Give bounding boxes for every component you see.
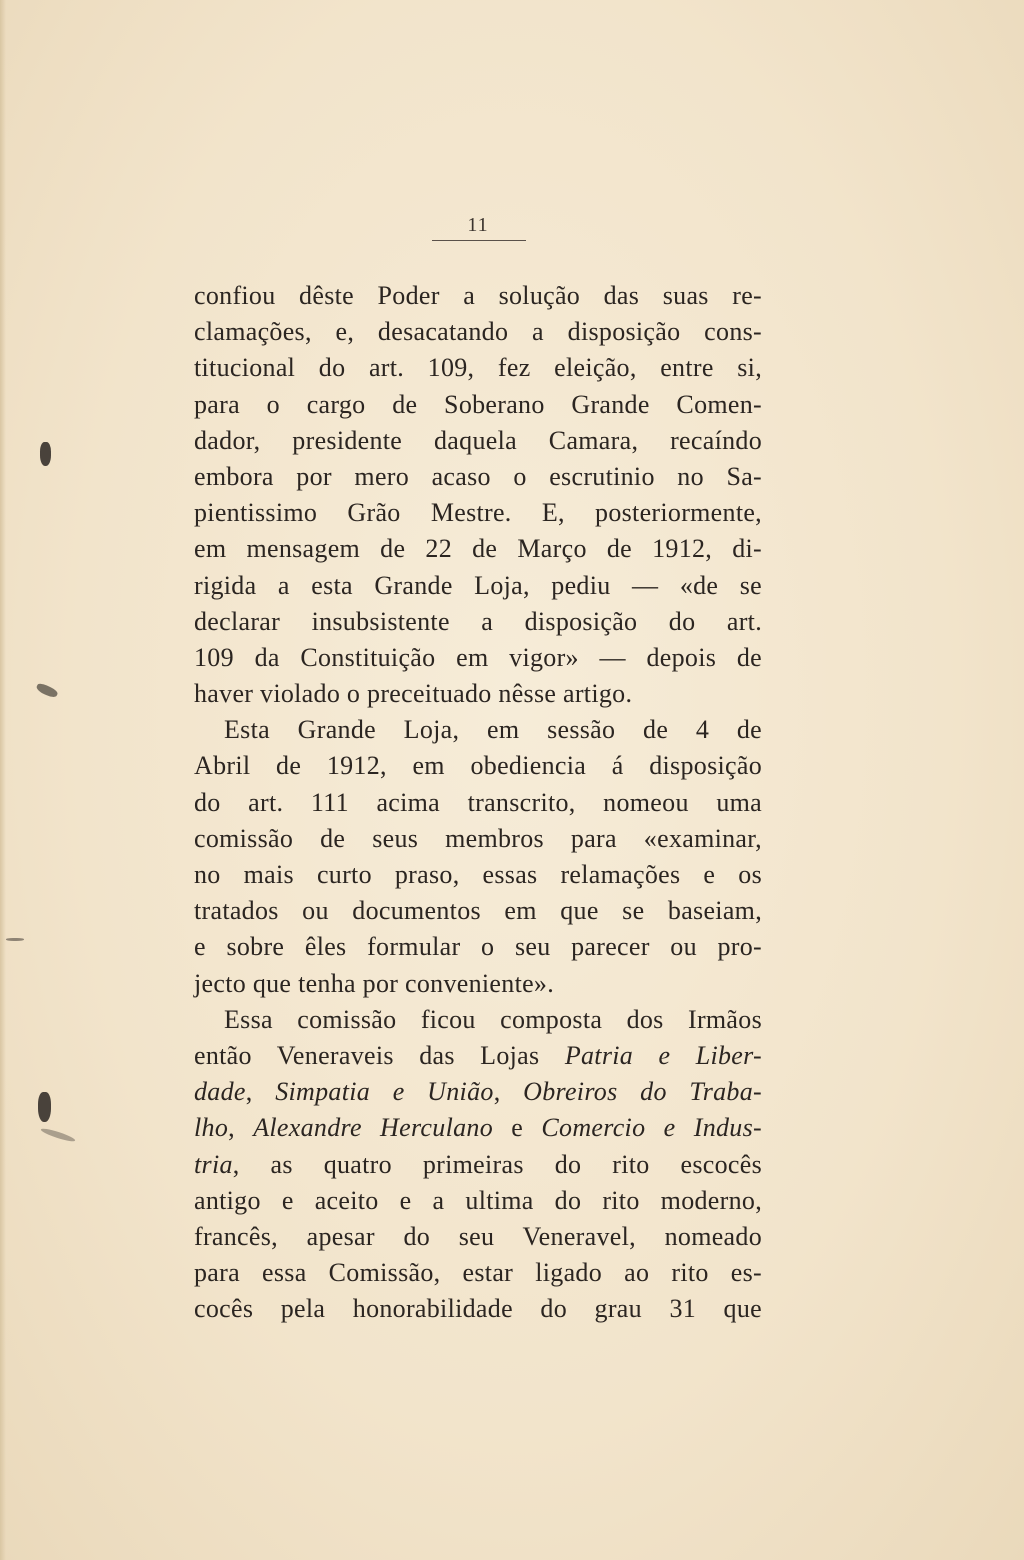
text-line: cocês pela honorabilidade do grau 31 que	[194, 1294, 762, 1324]
body-text	[194, 278, 762, 1327]
lodge-name: Patria e Liber-	[564, 1040, 762, 1070]
text-line: dador, presidente daquela Camara, recaíndo	[194, 425, 762, 455]
text-run: então Veneraveis das Lojas	[194, 1040, 565, 1070]
text-line: para essa Comissão, estar ligado ao rito es-	[194, 1258, 762, 1288]
text-line: Esta Grande Loja, em sessão de 4 de	[224, 715, 762, 745]
text-line: antigo e aceito e a ultima do rito moderno,	[194, 1185, 762, 1215]
text-line: para o cargo de Soberano Grande Comen-	[194, 389, 762, 419]
text-line: haver violado o preceituado nêsse artigo.	[194, 679, 633, 709]
lodge-name: Simpatia e União	[275, 1077, 494, 1107]
text-line: titucional do art. 109, fez eleição, entre si,	[194, 353, 762, 383]
text-line	[194, 1074, 762, 1110]
text-run: ,	[245, 1077, 276, 1107]
text-line: jecto que tenha por conveniente».	[194, 968, 555, 998]
text-line: confiou dêste Poder a solução das suas re-	[194, 281, 762, 310]
text-line: 109 da Constituição em vigor» — depois de	[194, 642, 762, 672]
text-line: clamações, e, desacatando a disposição cons-	[194, 317, 762, 347]
margin-ink-stain	[6, 938, 24, 941]
text-line	[194, 1147, 762, 1183]
margin-ink-stain	[40, 442, 51, 466]
text-line	[194, 1038, 762, 1074]
text-line: embora por mero acaso o escrutinio no Sa-	[194, 461, 762, 491]
margin-ink-stain	[38, 1092, 51, 1122]
text-line: Essa comissão ficou composta dos Irmãos	[224, 1004, 762, 1034]
text-line: comissão de seus membros para «examinar,	[194, 823, 762, 853]
lodge-name: Comercio e Indus-	[541, 1113, 762, 1143]
text-line: no mais curto praso, essas relamações e os	[194, 860, 762, 889]
lodge-name: tria	[194, 1149, 233, 1179]
page-number-rule	[432, 240, 526, 241]
text-run: ,	[493, 1077, 524, 1107]
text-run: , as quatro primeiras do rito escocês	[232, 1149, 762, 1179]
page-edge-shadow	[0, 0, 6, 1560]
text-line: francês, apesar do seu Veneravel, nomeado	[194, 1221, 762, 1251]
text-run: ,	[228, 1113, 254, 1143]
text-line: declarar insubsistente a disposição do art.	[194, 606, 762, 636]
lodge-name: Alexandre Herculano	[253, 1113, 493, 1143]
lodge-name: lho	[194, 1113, 229, 1143]
text-run: e	[493, 1113, 542, 1143]
text-line: do art. 111 acima transcrito, nomeou uma	[194, 787, 762, 817]
text-line: tratados ou documentos em que se baseiam,	[194, 896, 762, 926]
text-line: em mensagem de 22 de Março de 1912, di-	[194, 534, 762, 564]
margin-ink-stain	[40, 1127, 76, 1144]
text-line: Abril de 1912, em obediencia á disposição	[194, 751, 762, 781]
text-line	[194, 1110, 762, 1146]
lodge-name: dade	[194, 1077, 246, 1107]
text-line: rigida a esta Grande Loja, pediu — «de se	[194, 570, 762, 600]
margin-ink-stain	[35, 682, 59, 699]
text-line: e sobre êles formular o seu parecer ou pro-	[194, 932, 762, 962]
lodge-name: Obreiros do Traba-	[523, 1077, 762, 1107]
page-number: 11	[467, 214, 489, 236]
text-line: pientissimo Grão Mestre. E, posteriormente,	[194, 498, 762, 528]
